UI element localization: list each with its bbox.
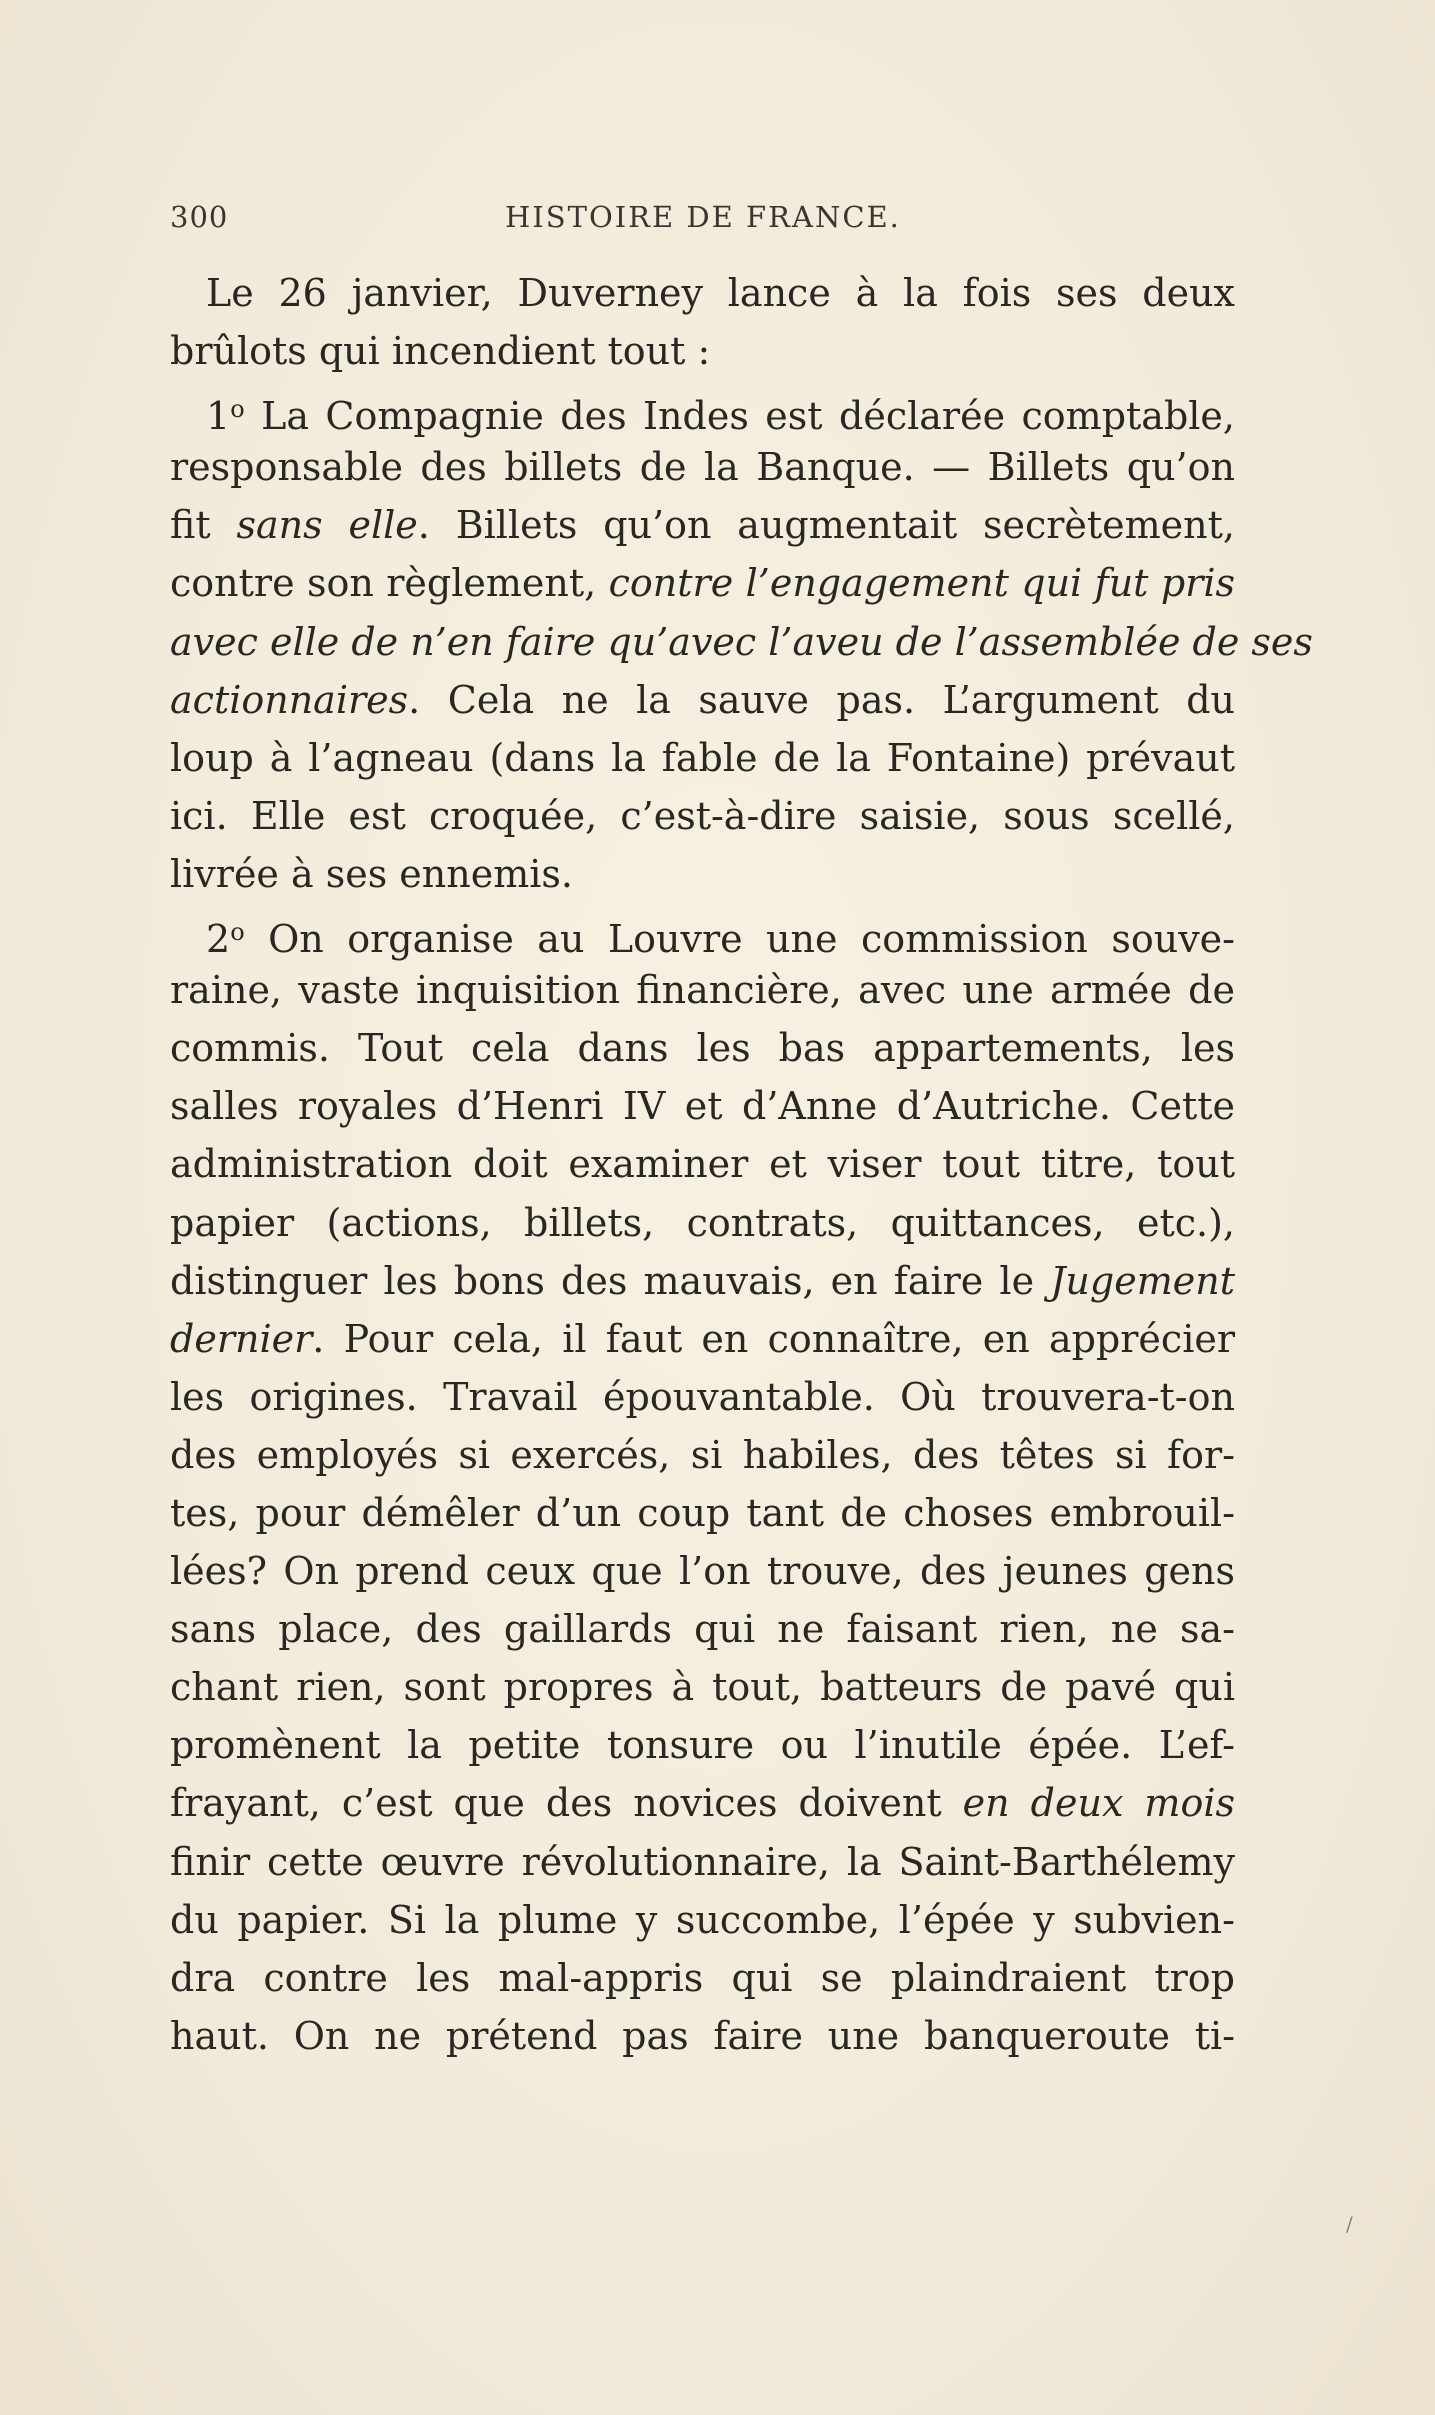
text-line (170, 1019, 1235, 1077)
italic-text: avec elle de n’en faire qu’avec l’aveu de l’assemblée de ses (170, 619, 1313, 664)
text-segment: du papier. Si la plume y succombe, l’épée y subvien- (170, 1897, 1235, 1942)
text-line (170, 438, 1235, 496)
text-segment: fit (170, 503, 237, 548)
text-segment: 2 (206, 917, 231, 962)
superscript: o (230, 918, 245, 947)
text-line (170, 1949, 1235, 2007)
text-line (170, 787, 1235, 845)
text-segment: haut. On ne prétend pas faire une banqueroute ti- (170, 2013, 1235, 2058)
text-segment: contre son règlement, (170, 561, 609, 606)
text-segment: raine, vaste inquisition financière, avec une armée de (170, 968, 1235, 1013)
text-line (170, 1368, 1235, 1426)
body-text (170, 264, 1313, 2065)
text-line (170, 496, 1235, 554)
text-segment: loup à l’agneau (dans la fable de la Fontaine) prévaut (170, 735, 1235, 780)
italic-text: Jugement (1050, 1258, 1235, 1303)
text-line (170, 554, 1235, 612)
text-segment: finir cette œuvre révolutionnaire, la Saint-Barthélemy (170, 1839, 1235, 1884)
text-line (170, 1833, 1235, 1891)
text-segment: administration doit examiner et viser tout titre, tout (170, 1142, 1235, 1187)
text-line (170, 1135, 1235, 1193)
text-line (170, 264, 1235, 322)
italic-text: contre l’engagement qui fut pris (608, 561, 1235, 606)
text-segment: La Compagnie des Indes est déclarée comptable, (244, 394, 1235, 439)
text-segment: les origines. Travail épouvantable. Où trouvera-t-on (170, 1374, 1235, 1419)
text-line (170, 1310, 1235, 1368)
text-segment: Le 26 janvier, Duverney lance à la fois ses deux (206, 271, 1235, 315)
text-line (170, 2007, 1235, 2065)
text-segment: brûlots qui incendient tout : (170, 329, 711, 374)
italic-text: en deux mois (962, 1781, 1235, 1826)
page-header (170, 200, 1250, 240)
text-line (170, 1600, 1235, 1658)
text-segment: responsable des billets de la Banque. — Billets qu’on (170, 445, 1235, 490)
text-line (170, 1484, 1235, 1542)
text-line (170, 1542, 1235, 1600)
text-segment: livrée à ses ennemis. (170, 851, 573, 896)
text-segment: commis. Tout cela dans les bas appartements, les (170, 1026, 1235, 1071)
text-segment: . Cela ne la sauve pas. L’argument du (408, 677, 1235, 722)
text-line (170, 845, 1235, 903)
text-line (170, 1426, 1235, 1484)
text-line (170, 1774, 1235, 1832)
text-line (170, 1252, 1235, 1310)
page-speck: / (1346, 2212, 1353, 2236)
text-line (170, 380, 1235, 438)
text-segment: tes, pour démêler d’un coup tant de choses embrouil- (170, 1490, 1235, 1535)
text-line (170, 1891, 1235, 1949)
text-segment: des employés si exercés, si habiles, des têtes si for- (170, 1432, 1235, 1477)
text-line (170, 729, 1235, 787)
text-segment: papier (actions, billets, contrats, quittances, etc.), (170, 1200, 1235, 1245)
text-line (170, 613, 1313, 671)
text-line (170, 1658, 1235, 1716)
text-line (170, 1194, 1235, 1252)
text-segment: distinguer les bons des mauvais, en faire le (170, 1258, 1051, 1303)
text-segment: 1 (206, 394, 231, 439)
text-segment: chant rien, sont propres à tout, batteurs de pavé qui (170, 1665, 1235, 1710)
text-segment: . Pour cela, il faut en connaître, en apprécier (312, 1316, 1235, 1361)
text-segment: On organise au Louvre une commission souve- (244, 917, 1235, 962)
page-number: 300 (170, 200, 229, 234)
superscript: o (230, 395, 245, 424)
text-line (170, 1716, 1235, 1774)
text-line (170, 961, 1235, 1019)
text-segment: frayant, c’est que des novices doivent (170, 1781, 963, 1826)
italic-text: dernier (170, 1316, 313, 1361)
text-line (170, 322, 1235, 380)
text-segment: promènent la petite tonsure ou l’inutile épée. L’ef- (170, 1723, 1235, 1768)
text-segment: lées? On prend ceux que l’on trouve, des jeunes gens (170, 1549, 1235, 1594)
text-line (170, 1077, 1235, 1135)
text-line (170, 903, 1235, 961)
running-head: HISTOIRE DE FRANCE. (505, 200, 901, 234)
text-segment: dra contre les mal-appris qui se plaindraient trop (170, 1955, 1235, 2000)
text-segment: ici. Elle est croquée, c’est-à-dire saisie, sous scellé, (170, 793, 1235, 838)
text-segment: sans place, des gaillards qui ne faisant rien, ne sa- (170, 1607, 1235, 1652)
text-segment: . Billets qu’on augmentait secrètement, (417, 503, 1235, 548)
text-segment: salles royales d’Henri IV et d’Anne d’Autriche. Cette (170, 1084, 1235, 1129)
italic-text: sans elle (236, 503, 418, 548)
italic-text: actionnaires (170, 677, 409, 722)
text-line (170, 671, 1235, 729)
